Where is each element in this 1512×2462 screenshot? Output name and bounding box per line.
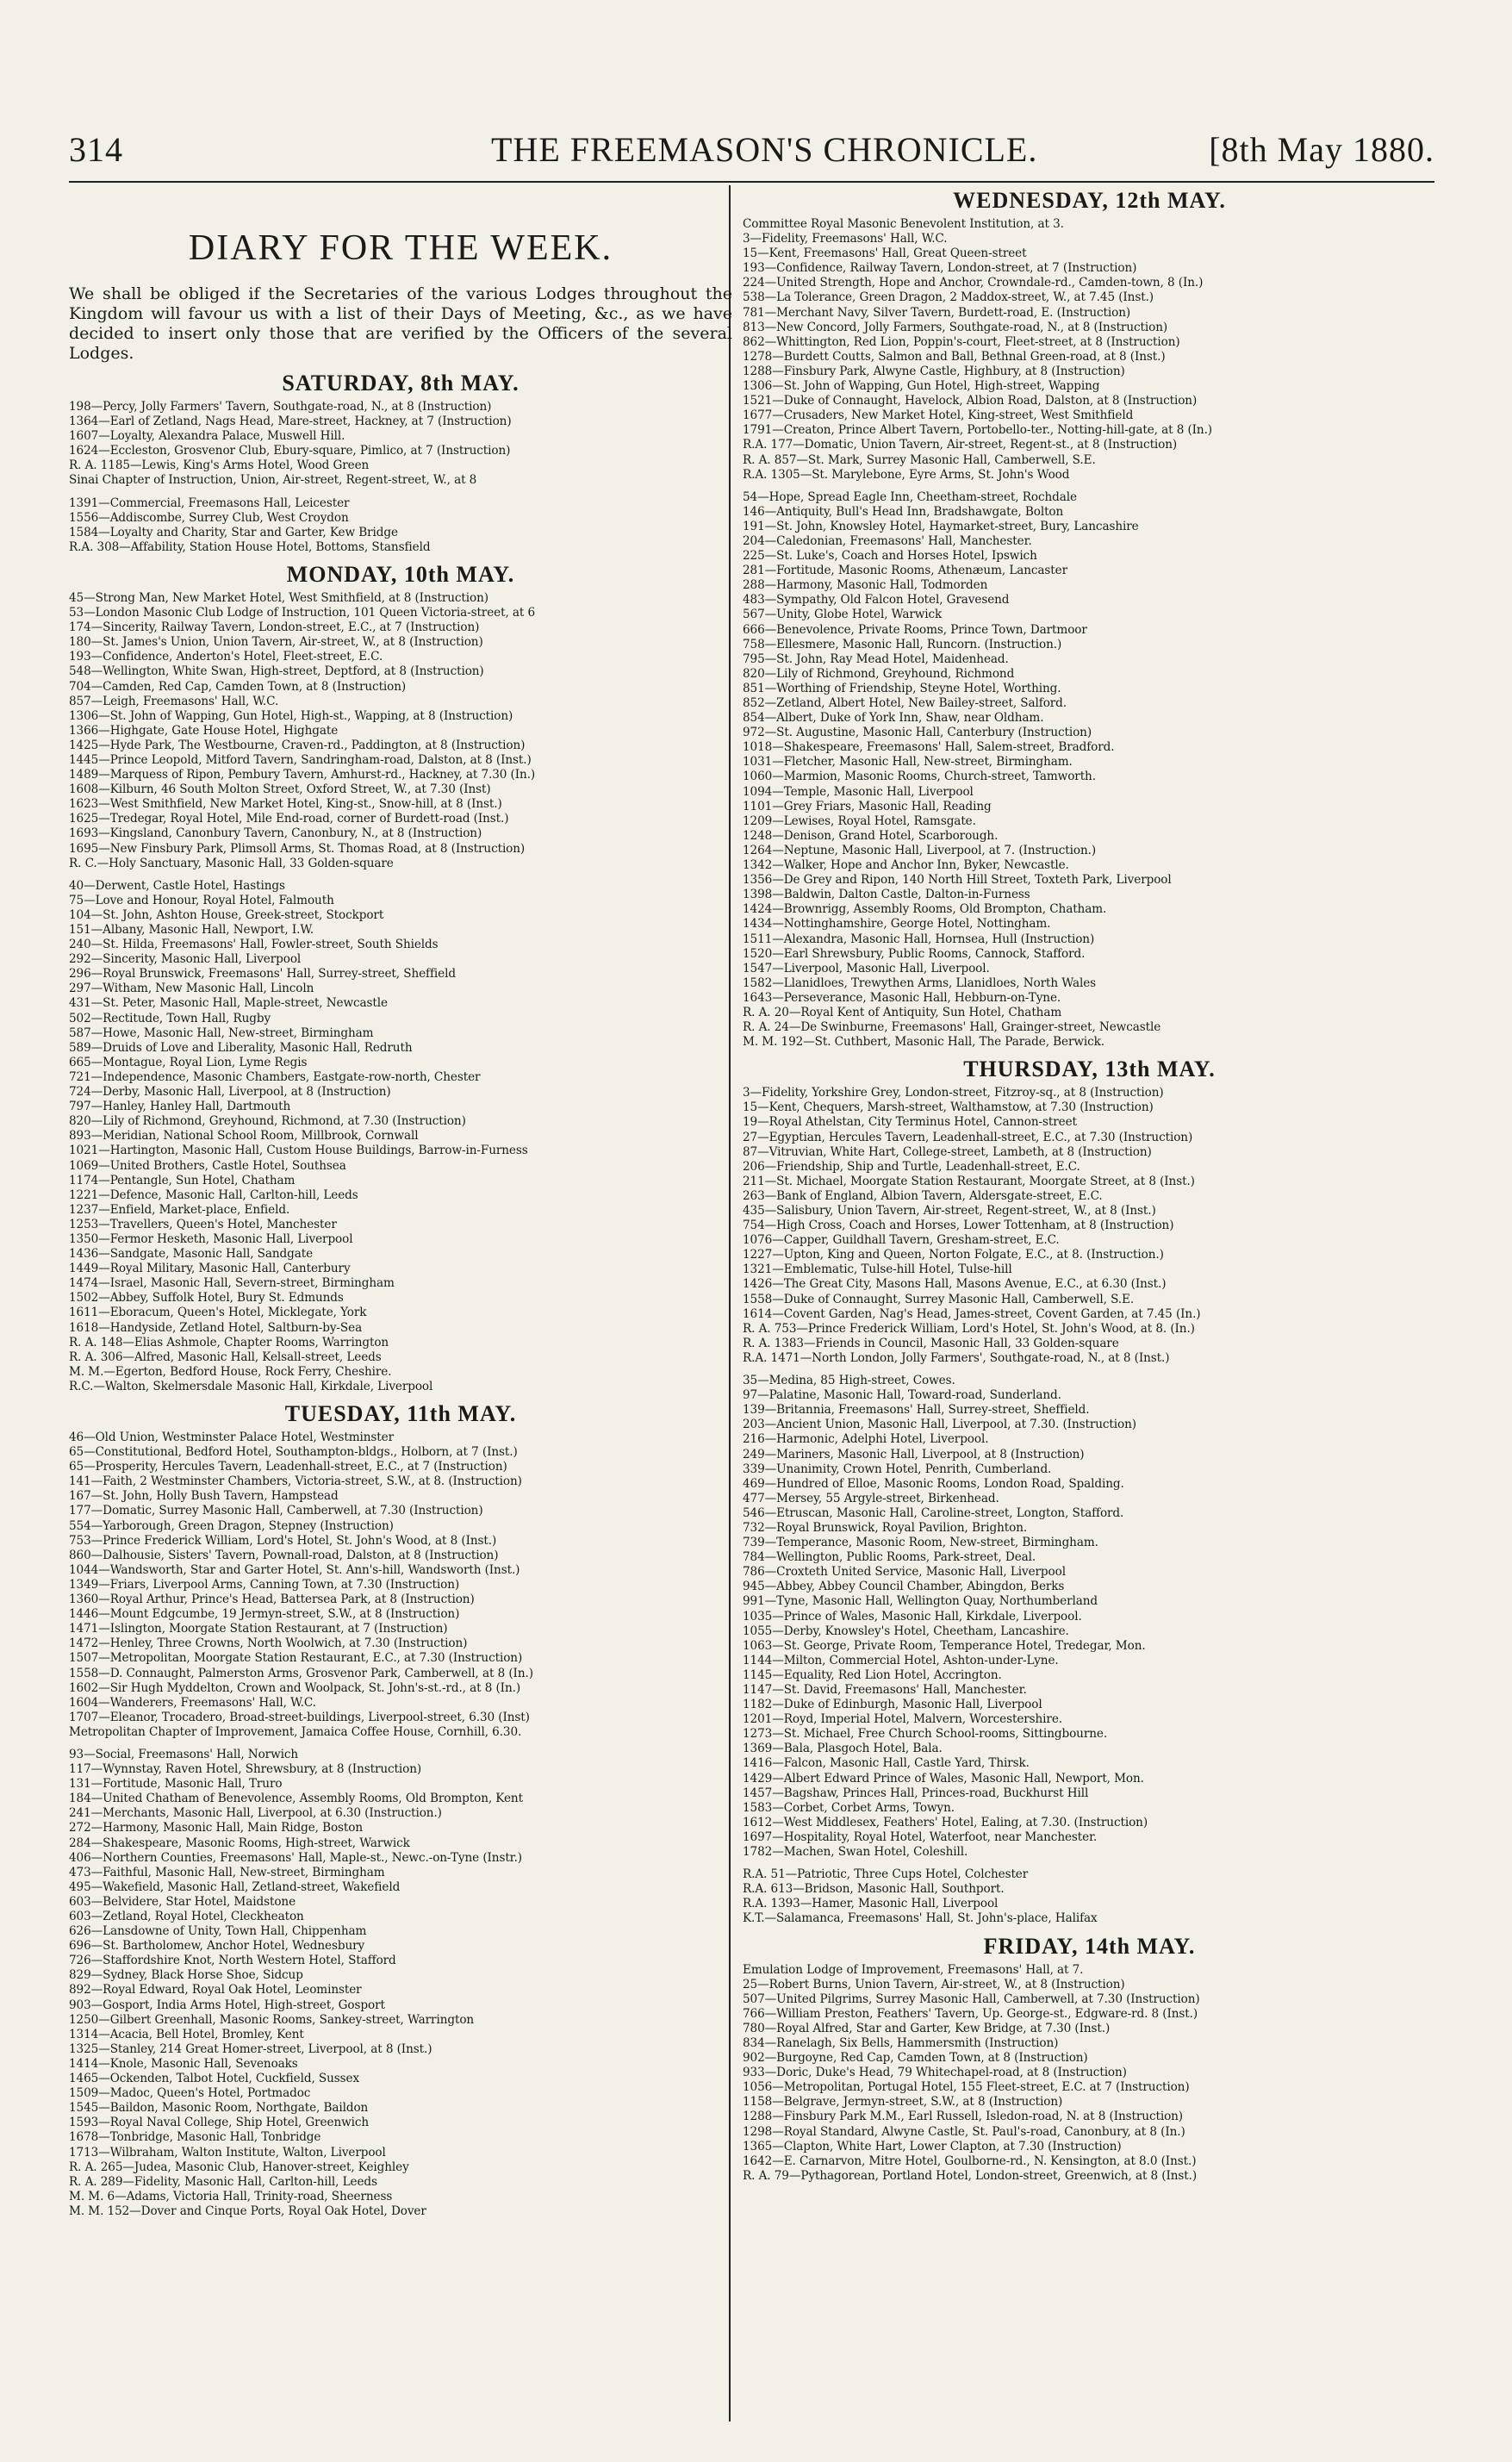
lodge-entry: 758—Ellesmere, Masonic Hall, Runcorn. (Instruction.)	[743, 637, 1062, 651]
lodge-entry: 211—St. Michael, Moorgate Station Restaurant, Moorgate Street, at 8 (Inst.)	[743, 1174, 1195, 1188]
lodge-entry: 297—Witham, New Masonic Hall, Lincoln	[69, 982, 314, 996]
lodge-entry: 603—Zetland, Royal Hotel, Cleckheaton	[69, 1910, 304, 1923]
lodge-entry: 339—Unanimity, Crown Hotel, Penrith, Cumberland.	[743, 1462, 1052, 1476]
day-heading: TUESDAY, 11th MAY.	[284, 1401, 517, 1426]
lodge-entry: 288—Harmony, Masonic Hall, Todmorden	[743, 578, 988, 593]
lodge-entry: 1158—Belgrave, Jermyn-street, S.W., at 8 (Instruction)	[743, 2095, 1063, 2110]
lodge-entry: 902—Burgoyne, Red Cap, Camden Town, at 8 (Instruction)	[743, 2051, 1088, 2066]
lodge-entry: 1521—Duke of Connaught, Havelock, Albion Road, Dalston, at 8 (Instruction)	[743, 394, 1198, 408]
lodge-entry: 431—St. Peter, Masonic Hall, Maple-street, Newcastle	[69, 996, 388, 1011]
lodge-entry: 1465—Ockenden, Talbot Hotel, Cuckfield, Sussex	[69, 2072, 360, 2086]
section-gap	[69, 1740, 732, 1748]
lodge-entry: 972—St. Augustine, Masonic Hall, Canterbury (Instruction)	[743, 726, 1092, 740]
lodge-entry: 554—Yarborough, Green Dragon, Stepney (Instruction)	[69, 1518, 394, 1533]
lodge-entry: 1366—Highgate, Gate House Hotel, Highgate	[69, 723, 339, 738]
paper-title: THE FREEMASON'S CHRONICLE.	[491, 130, 1038, 169]
lodge-entry: 35—Medina, 85 High-street, Cowes.	[743, 1374, 955, 1388]
lodge-entry: 1695—New Finsbury Park, Plimsoll Arms, St. Thomas Road, at 8 (Instruction)	[69, 841, 526, 856]
lodge-entry: 820—Lily of Richmond, Greyhound, Richmond	[743, 666, 1015, 681]
lodge-entry: 65—Prosperity, Hercules Tavern, Leadenhall-street, E.C., at 7 (Instruction)	[69, 1460, 507, 1474]
lodge-entry: 724—Derby, Masonic Hall, Liverpool, at 8 (Instruction)	[69, 1085, 391, 1100]
lodge-entry: 87—Vitruvian, White Hart, College-street, Lambeth, at 8 (Instruction)	[743, 1144, 1152, 1159]
lodge-entry: 1069—United Brothers, Castle Hotel, Southsea	[69, 1158, 346, 1173]
lodge-entry: 753—Prince Frederick William, Lord's Hotel, St. John's Wood, at 8 (Inst.)	[69, 1533, 497, 1548]
lodge-entry: 538—La Tolerance, Green Dragon, 2 Maddox-street, W., at 7.45 (Inst.)	[743, 290, 1154, 305]
lodge-entry: 786—Croxteth United Service, Masonic Hall, Liverpool	[743, 1565, 1066, 1580]
lodge-entry: Metropolitan Chapter of Improvement, Jamaica Coffee House, Cornhill, 6.30.	[69, 1724, 522, 1739]
lodge-entry: R. A. 265—Judea, Masonic Club, Hanover-street, Keighley	[69, 2160, 409, 2174]
lodge-entry: 198—Percy, Jolly Farmers' Tavern, Southgate-road, N., at 8 (Instruction)	[69, 400, 492, 414]
lodge-entry: 1625—Tredegar, Royal Hotel, Mile End-road, corner of Burdett-road (Inst.)	[69, 812, 509, 826]
lodge-entry: 180—St. James's Union, Union Tavern, Air-street, W., at 8 (Instruction)	[69, 635, 483, 650]
lodge-entry: 1445—Prince Leopold, Mitford Tavern, Sandringham-road, Dalston, at 8 (Inst.)	[69, 752, 532, 767]
lodge-entry: 1642—E. Carnarvon, Mitre Hotel, Goulborne-rd., N. Kensington, at 8.0 (Inst.)	[743, 2153, 1197, 2168]
lodge-entry: 263—Bank of England, Albion Tavern, Aldersgate-street, E.C.	[743, 1188, 1103, 1203]
lodge-entry: 25—Robert Burns, Union Tavern, Air-street, W., at 8 (Instruction)	[743, 1977, 1125, 1991]
lodge-entry: 1414—Knole, Masonic Hall, Sevenoaks	[69, 2056, 298, 2071]
lodge-entry: 1237—Enfield, Market-place, Enfield.	[69, 1202, 290, 1217]
lodge-entry: 65—Constitutional, Bedford Hotel, Southampton-bldgs., Holborn, at 7 (Inst.)	[69, 1445, 518, 1460]
lodge-entry: Emulation Lodge of Improvement, Freemasons' Hall, at 7.	[743, 1962, 1084, 1977]
lodge-entry: 704—Camden, Red Cap, Camden Town, at 8 (Instruction)	[69, 679, 407, 694]
lodge-entry: 1612—West Middlesex, Feathers' Hotel, Ealing, at 7.30. (Instruction)	[743, 1815, 1148, 1829]
lodge-entry: M. M.—Egerton, Bedford House, Rock Ferry, Cheshire.	[69, 1364, 392, 1379]
lodge-entry: 1511—Alexandra, Masonic Hall, Hornsea, Hull (Instruction)	[743, 932, 1095, 946]
lodge-entry: M. M. 152—Dover and Cinque Ports, Royal Oak Hotel, Dover	[69, 2203, 426, 2218]
lodge-entry: 296—Royal Brunswick, Freemasons' Hall, Surrey-street, Sheffield	[69, 967, 456, 982]
lodge-entry: 1306—St. John of Wapping, Gun Hotel, High-street, Wapping	[743, 379, 1100, 394]
lodge-entry: 241—Merchants, Masonic Hall, Liverpool, at 6.30 (Instruction.)	[69, 1806, 442, 1821]
lodge-entry: 146—Antiquity, Bull's Head Inn, Bradshawgate, Bolton	[743, 504, 1064, 519]
lodge-entry: 781—Merchant Navy, Silver Tavern, Burdett-road, E. (Instruction)	[743, 305, 1131, 320]
lodge-entry: R.A. 1393—Hamer, Masonic Hall, Liverpool	[743, 1897, 999, 1911]
lodge-entry: 75—Love and Honour, Royal Hotel, Falmouth	[69, 893, 334, 907]
lodge-entry: 177—Domatic, Surrey Masonic Hall, Camberwell, at 7.30 (Instruction)	[69, 1504, 483, 1518]
lodge-entry: 483—Sympathy, Old Falcon Hotel, Gravesend	[743, 593, 1010, 608]
lodge-entry: 851—Worthing of Friendship, Steyne Hotel, Worthing.	[743, 681, 1061, 695]
lodge-entry: 860—Dalhousie, Sisters' Tavern, Pownall-road, Dalston, at 8 (Instruction)	[69, 1548, 499, 1562]
lodge-entry: 1278—Burdett Coutts, Salmon and Ball, Bethnal Green-road, at 8 (Inst.)	[743, 349, 1166, 364]
lodge-entry: 15—Kent, Freemasons' Hall, Great Queen-street	[743, 246, 1027, 261]
diary-intro: We shall be obliged if the Secretaries of the various Lodges throughout the Kingdom will favour us with a list of their Days of Meeting, &c., as we have decided to insert only those that are verified by the Officers of the several Lodges.	[69, 284, 732, 363]
lodge-entry: 1356—De Grey and Ripon, 140 North Hill Street, Toxteth Park, Liverpool	[743, 873, 1172, 888]
section-gap	[743, 483, 1436, 490]
lodge-entry: 1693—Kingsland, Canonbury Tavern, Canonbury, N., at 8 (Instruction)	[69, 826, 482, 841]
lodge-entry: 1031—Fletcher, Masonic Hall, New-street, Birmingham.	[743, 755, 1073, 770]
lodge-entry: 45—Strong Man, New Market Hotel, West Smithfield, at 8 (Instruction)	[69, 590, 488, 605]
lodge-entry: 1474—Israel, Masonic Hall, Severn-street, Birmingham	[69, 1276, 395, 1291]
lodge-entry: 193—Confidence, Anderton's Hotel, Fleet-street, E.C.	[69, 650, 383, 664]
lodge-entry: 1018—Shakespeare, Freemasons' Hall, Salem-street, Bradford.	[743, 740, 1115, 755]
lodge-entry: 1545—Baildon, Masonic Room, Northgate, Baildon	[69, 2101, 369, 2116]
lodge-entry: 1288—Finsbury Park, Alwyne Castle, Highbury, at 8 (Instruction)	[743, 364, 1125, 378]
lodge-entry: 1391—Commercial, Freemasons Hall, Leicester	[69, 496, 350, 510]
lodge-entry: 626—Lansdowne of Unity, Town Hall, Chippenham	[69, 1924, 367, 1939]
lodge-entry: 1614—Covent Garden, Nag's Head, James-street, Covent Garden, at 7.45 (In.)	[743, 1306, 1201, 1321]
lodge-entry: 854—Albert, Duke of York Inn, Shaw, near Oldham.	[743, 711, 1044, 726]
page-number: 314	[69, 130, 123, 169]
lodge-entry: 665—Montague, Royal Lion, Lyme Regis	[69, 1055, 308, 1069]
lodge-entry: 1593—Royal Naval College, Ship Hotel, Greenwich	[69, 2116, 370, 2130]
lodge-entry: 1209—Lewises, Royal Hotel, Ramsgate.	[743, 813, 976, 828]
lodge-entry: 1611—Eboracum, Queen's Hotel, Micklegate, York	[69, 1306, 367, 1320]
lodge-entry: 1582—Llanidloes, Trewythen Arms, Llanidloes, North Wales	[743, 975, 1097, 990]
lodge-entry: 1678—Tonbridge, Masonic Hall, Tonbridge	[69, 2130, 321, 2145]
lodge-entry: 1063—St. George, Private Room, Temperance Hotel, Tredegar, Mon.	[743, 1638, 1146, 1653]
lodge-entry: R.A. 51—Patriotic, Three Cups Hotel, Colchester	[743, 1867, 1029, 1882]
lodge-entry: 1094—Temple, Masonic Hall, Liverpool	[743, 784, 974, 799]
lodge-entry: 933—Doric, Duke's Head, 79 Whitechapel-road, at 8 (Instruction)	[743, 2066, 1127, 2080]
lodge-entry: 780—Royal Alfred, Star and Garter, Kew Bridge, at 7.30 (Inst.)	[743, 2021, 1111, 2035]
lodge-entry: 1602—Sir Hugh Myddelton, Crown and Woolpack, St. John's-st.-rd., at 8 (In.)	[69, 1680, 521, 1695]
lodge-entry: 27—Egyptian, Hercules Tavern, Leadenhall-street, E.C., at 7.30 (Instruction)	[743, 1130, 1193, 1144]
lodge-entry: 726—Staffordshire Knot, North Western Hotel, Stafford	[69, 1954, 396, 1968]
lodge-entry: 1618—Handyside, Zetland Hotel, Saltburn-by-Sea	[69, 1320, 363, 1335]
lodge-entry: 721—Independence, Masonic Chambers, Eastgate-row-north, Chester	[69, 1069, 481, 1084]
lodge-entry: 893—Meridian, National School Room, Millbrook, Cornwall	[69, 1129, 419, 1144]
lodge-entry: 1429—Albert Edward Prince of Wales, Masonic Hall, Newport, Mon.	[743, 1771, 1144, 1786]
lodge-entry: 857—Leigh, Freemasons' Hall, W.C.	[69, 694, 279, 708]
lodge-entry: 1350—Fermor Hesketh, Masonic Hall, Liverpool	[69, 1231, 353, 1246]
lodge-entry: R. A. 857—St. Mark, Surrey Masonic Hall, Camberwell, S.E.	[743, 452, 1096, 467]
lodge-entry: 1426—The Great City, Masons Hall, Masons Avenue, E.C., at 6.30 (Inst.)	[743, 1277, 1167, 1292]
lodge-entry: 1558—D. Connaught, Palmerston Arms, Grosvenor Park, Camberwell, at 8 (In.)	[69, 1666, 533, 1680]
day-heading: FRIDAY, 14th MAY.	[983, 1933, 1196, 1959]
header-rule	[69, 181, 1434, 183]
lodge-entry: 1364—Earl of Zetland, Nags Head, Mare-street, Hackney, at 7 (Instruction)	[69, 414, 512, 429]
lodge-entry: 502—Rectitude, Town Hall, Rugby	[69, 1011, 271, 1025]
lodge-entry: 754—High Cross, Coach and Horses, Lower Tottenham, at 8 (Instruction)	[743, 1219, 1174, 1233]
lodge-entry: 174—Sincerity, Railway Tavern, London-street, E.C., at 7 (Instruction)	[69, 620, 480, 635]
section-gap	[743, 1860, 1436, 1867]
lodge-entry: 1248—Denison, Grand Hotel, Scarborough.	[743, 828, 999, 843]
lodge-entry: 1782—Machen, Swan Hotel, Coleshill.	[743, 1845, 968, 1860]
lodge-entry: 1076—Capper, Guildhall Tavern, Gresham-street, E.C.	[743, 1233, 1060, 1248]
day-heading: THURSDAY, 13th MAY.	[963, 1056, 1216, 1082]
section-gap	[69, 871, 732, 879]
lodge-entry: 1201—Royd, Imperial Hotel, Malvern, Worcestershire.	[743, 1712, 1062, 1727]
lodge-entry: 435—Salisbury, Union Tavern, Air-street, Regent-street, W., at 8 (Inst.)	[743, 1204, 1156, 1218]
lodge-entry: 469—Hundred of Elloe, Masonic Rooms, London Road, Spalding.	[743, 1476, 1124, 1491]
lodge-entry: 834—Ranelagh, Six Bells, Hammersmith (Instruction)	[743, 2035, 1059, 2050]
lodge-entry: 473—Faithful, Masonic Hall, New-street, Birmingham	[69, 1865, 385, 1879]
lodge-entry: 46—Old Union, Westminster Palace Hotel, Westminster	[69, 1430, 395, 1444]
lodge-entry: R. A. 1383—Friends in Council, Masonic Hall, 33 Golden-square	[743, 1336, 1119, 1350]
lodge-entry: R. A. 306—Alfred, Masonic Hall, Kelsall-street, Leeds	[69, 1349, 382, 1364]
lodge-entry: R. A. 289—Fidelity, Masonic Hall, Carlton-hill, Leeds	[69, 2174, 377, 2189]
lodge-entry: 93—Social, Freemasons' Hall, Norwich	[69, 1747, 299, 1761]
lodge-entry: 892—Royal Edward, Royal Oak Hotel, Leominster	[69, 1983, 362, 1998]
lodge-entry: 1253—Travellers, Queen's Hotel, Manchester	[69, 1217, 337, 1231]
lodge-entry: R. A. 1185—Lewis, King's Arms Hotel, Wood Green	[69, 458, 370, 473]
lodge-entry: 117—Wynnstay, Raven Hotel, Shrewsbury, at 8 (Instruction)	[69, 1762, 422, 1777]
lodge-entry: 193—Confidence, Railway Tavern, London-street, at 7 (Instruction)	[743, 261, 1137, 276]
lodge-entry: 1558—Duke of Connaught, Surrey Masonic Hall, Camberwell, S.E.	[743, 1292, 1135, 1306]
lodge-entry: 1144—Milton, Commercial Hotel, Ashton-under-Lyne.	[743, 1653, 1059, 1667]
lodge-entry: M. M. 192—St. Cuthbert, Masonic Hall, The Parade, Berwick.	[743, 1035, 1105, 1050]
lodge-entry: 1221—Defence, Masonic Hall, Carlton-hill, Leeds	[69, 1187, 358, 1202]
lodge-entry: 1697—Hospitality, Royal Hotel, Waterfoot, near Manchester.	[743, 1829, 1098, 1844]
lodge-entry: 184—United Chatham of Benevolence, Assembly Rooms, Old Brompton, Kent	[69, 1792, 523, 1806]
lodge-entry: R.A. 1305—St. Marylebone, Eyre Arms, St. John's Wood	[743, 467, 1070, 482]
lodge-entry: 1264—Neptune, Masonic Hall, Liverpool, at 7. (Instruction.)	[743, 843, 1097, 857]
lodge-entry: 1623—West Smithfield, New Market Hotel, King-st., Snow-hill, at 8 (Inst.)	[69, 797, 502, 812]
lodge-entry: 167—St. John, Holly Bush Tavern, Hampstead	[69, 1489, 339, 1504]
lodge-entry: 1369—Bala, Plasgoch Hotel, Bala.	[743, 1742, 943, 1756]
lodge-entry: 1509—Madoc, Queen's Hotel, Portmadoc	[69, 2086, 311, 2101]
lodge-entry: 945—Abbey, Abbey Council Chamber, Abingdon, Berks	[743, 1580, 1065, 1594]
lodge-entry: 589—Druids of Love and Liberality, Masonic Hall, Redruth	[69, 1040, 413, 1055]
lodge-entry: 1056—Metropolitan, Portugal Hotel, 155 Fleet-street, E.C. at 7 (Instruction)	[743, 2080, 1190, 2095]
lodge-entry: 1398—Baldwin, Dalton Castle, Dalton-in-Furness	[743, 888, 1030, 902]
lodge-entry: 406—Northern Counties, Freemasons' Hall, Maple-st., Newc.-on-Tyne (Instr.)	[69, 1850, 523, 1865]
lodge-entry: 54—Hope, Spread Eagle Inn, Cheetham-street, Rochdale	[743, 489, 1077, 504]
lodge-entry: R. A. 24—De Swinburne, Freemasons' Hall, Grainger-street, Newcastle	[743, 1020, 1161, 1035]
lodge-entry: 1306—St. John of Wapping, Gun Hotel, High-st., Wapping, at 8 (Instruction)	[69, 708, 513, 723]
lodge-entry: R.A. 613—Bridson, Masonic Hall, Southport.	[743, 1882, 1005, 1897]
lodge-entry: 3—Fidelity, Yorkshire Grey, London-street, Fitzroy-sq., at 8 (Instruction)	[743, 1086, 1164, 1100]
lodge-entry: 1607—Loyalty, Alexandra Palace, Muswell Hill.	[69, 429, 345, 444]
lodge-entry: 1147—St. David, Freemasons' Hall, Manchester.	[743, 1683, 1027, 1697]
lodge-entry: R. A. 753—Prince Frederick William, Lord's Hotel, St. John's Wood, at 8. (In.)	[743, 1321, 1195, 1336]
lodge-entry: 1424—Brownrigg, Assembly Rooms, Old Brompton, Chatham.	[743, 902, 1107, 917]
lodge-entry: 191—St. John, Knowsley Hotel, Haymarket-street, Bury, Lancashire	[743, 519, 1139, 533]
lodge-entry: 739—Temperance, Masonic Room, New-street, Birmingham.	[743, 1536, 1098, 1550]
lodge-entry: 1035—Prince of Wales, Masonic Hall, Kirkdale, Liverpool.	[743, 1609, 1082, 1624]
lodge-entry: 224—United Strength, Hope and Anchor, Crowndale-rd., Camden-town, 8 (In.)	[743, 276, 1204, 290]
lodge-entry: 40—Derwent, Castle Hotel, Hastings	[69, 878, 285, 893]
lodge-entry: 1365—Clapton, White Hart, Lower Clapton, at 7.30 (Instruction)	[743, 2139, 1122, 2153]
lodge-entry: M. M. 6—Adams, Victoria Hall, Trinity-road, Sheerness	[69, 2189, 393, 2203]
lodge-entry: 249—Mariners, Masonic Hall, Liverpool, at 8 (Instruction)	[743, 1447, 1085, 1462]
lodge-entry: 797—Hanley, Hanley Hall, Dartmouth	[69, 1100, 291, 1114]
lodge-entry: 281—Fortitude, Masonic Rooms, Athenæum, Lancaster	[743, 564, 1068, 578]
lodge-entry: 1101—Grey Friars, Masonic Hall, Reading	[743, 799, 992, 813]
lodge-entry: 1584—Loyalty and Charity, Star and Garter, Kew Bridge	[69, 525, 398, 539]
section-gap	[743, 1366, 1436, 1374]
lodge-entry: 15—Kent, Chequers, Marsh-street, Walthamstow, at 7.30 (Instruction)	[743, 1100, 1154, 1115]
lodge-entry: 1608—Kilburn, 46 South Molton Street, Oxford Street, W., at 7.30 (Inst)	[69, 782, 491, 797]
lodge-entry: 477—Mersey, 55 Argyle-street, Birkenhead.	[743, 1491, 999, 1505]
lodge-entry: 795—St. John, Ray Mead Hotel, Maidenhead.	[743, 651, 1009, 666]
lodge-entry: R.A. 177—Domatic, Union Tavern, Air-street, Regent-st., at 8 (Instruction)	[743, 438, 1178, 452]
lodge-entry: 206—Friendship, Ship and Turtle, Leadenhall-street, E.C.	[743, 1159, 1080, 1174]
lodge-entry: 732—Royal Brunswick, Royal Pavilion, Brighton.	[743, 1520, 1028, 1535]
lodge-entry: 240—St. Hilda, Freemasons' Hall, Fowler-street, South Shields	[69, 938, 439, 952]
right-column	[743, 188, 1436, 2184]
lodge-entry: 1360—Royal Arthur, Prince's Head, Battersea Park, at 8 (Instruction)	[69, 1593, 475, 1607]
lodge-entry: 495—Wakefield, Masonic Hall, Zetland-street, Wakefield	[69, 1879, 401, 1894]
lodge-entry: 1472—Henley, Three Crowns, North Woolwich, at 7.30 (Instruction)	[69, 1636, 468, 1651]
lodge-entry: 1182—Duke of Edinburgh, Masonic Hall, Liverpool	[743, 1698, 1042, 1712]
lodge-entry: 1416—Falcon, Masonic Hall, Castle Yard, Thirsk.	[743, 1756, 1030, 1771]
lodge-entry: 1425—Hyde Park, The Westbourne, Craven-rd., Paddington, at 8 (Instruction)	[69, 738, 526, 752]
lodge-entry: 1434—Nottinghamshire, George Hotel, Nottingham.	[743, 917, 1051, 932]
section-gap	[69, 489, 732, 496]
diary-title: DIARY FOR THE WEEK.	[188, 228, 613, 268]
lodge-entry: 1507—Metropolitan, Moorgate Station Restaurant, E.C., at 7.30 (Instruction)	[69, 1651, 523, 1666]
lodge-entry: 1021—Hartington, Masonic Hall, Custom House Buildings, Barrow-in-Furness	[69, 1144, 528, 1158]
lodge-entry: 1314—Acacia, Bell Hotel, Bromley, Kent	[69, 2027, 304, 2041]
lodge-entry: R. A. 20—Royal Kent of Antiquity, Sun Hotel, Chatham	[743, 1005, 1062, 1019]
lodge-entry: 1502—Abbey, Suffolk Hotel, Bury St. Edmunds	[69, 1291, 344, 1306]
lodge-entry: 903—Gosport, India Arms Hotel, High-street, Gosport	[69, 1998, 385, 2012]
lodge-entry: 546—Etruscan, Masonic Hall, Caroline-street, Longton, Stafford.	[743, 1505, 1124, 1520]
lodge-entry: 1520—Earl Shrewsbury, Public Rooms, Cannock, Stafford.	[743, 946, 1086, 961]
lodge-entry: 1471—Islington, Moorgate Station Restaurant, at 7 (Instruction)	[69, 1622, 448, 1636]
lodge-entry: 766—William Preston, Feathers' Tavern, Up. George-st., Edgware-rd. 8 (Inst.)	[743, 2006, 1198, 2021]
lodge-entry: 3—Fidelity, Freemasons' Hall, W.C.	[743, 232, 948, 246]
lodge-entry: 1457—Bagshaw, Princes Hall, Princes-road, Buckhurst Hill	[743, 1786, 1089, 1800]
day-heading: WEDNESDAY, 12th MAY.	[953, 188, 1226, 213]
lodge-entry: 1449—Royal Military, Masonic Hall, Canterbury	[69, 1262, 351, 1276]
lodge-entry: R.A. 308—Affability, Station House Hotel, Bottoms, Stansfield	[69, 539, 431, 554]
day-heading: SATURDAY, 8th MAY.	[282, 371, 520, 396]
lodge-entry: 216—Harmonic, Adelphi Hotel, Liverpool.	[743, 1432, 989, 1447]
lodge-entry: 1174—Pentangle, Sun Hotel, Chatham	[69, 1173, 296, 1187]
lodge-entry: 1349—Friars, Liverpool Arms, Canning Town, at 7.30 (Instruction)	[69, 1577, 460, 1592]
day-heading: MONDAY, 10th MAY.	[286, 561, 515, 587]
lodge-entry: 1556—Addiscombe, Surrey Club, West Croydon	[69, 510, 349, 525]
lodge-entry: 696—St. Bartholomew, Anchor Hotel, Wednesbury	[69, 1939, 365, 1954]
lodge-entry: 813—New Concord, Jolly Farmers, Southgate-road, N., at 8 (Instruction)	[743, 320, 1168, 334]
lodge-entry: 1713—Wilbraham, Walton Institute, Walton, Liverpool	[69, 2145, 386, 2160]
lodge-entry: 820—Lily of Richmond, Greyhound, Richmond, at 7.30 (Instruction)	[69, 1114, 466, 1129]
lodge-entry: 829—Sydney, Black Horse Shoe, Sidcup	[69, 1968, 303, 1983]
lodge-entry: 292—Sincerity, Masonic Hall, Liverpool	[69, 952, 302, 967]
lodge-entry: 1446—Mount Edgcumbe, 19 Jermyn-street, S.W., at 8 (Instruction)	[69, 1607, 460, 1622]
lodge-entry: 53—London Masonic Club Lodge of Instruction, 101 Queen Victoria-street, at 6	[69, 606, 536, 620]
lodge-entry: Committee Royal Masonic Benevolent Institution, at 3.	[743, 217, 1064, 231]
lodge-entry: 567—Unity, Globe Hotel, Warwick	[743, 608, 943, 622]
lodge-entry: 272—Harmony, Masonic Hall, Main Ridge, Boston	[69, 1821, 364, 1836]
lodge-entry: 1604—Wanderers, Freemasons' Hall, W.C.	[69, 1695, 316, 1710]
lodge-entry: 1298—Royal Standard, Alwyne Castle, St. Paul's-road, Canonbury, at 8 (In.)	[743, 2124, 1185, 2139]
lodge-entry: 1489—Marquess of Ripon, Pembury Tavern, Amhurst-rd., Hackney, at 7.30 (In.)	[69, 768, 536, 782]
lodge-entry: 141—Faith, 2 Westminster Chambers, Victoria-street, S.W., at 8. (Instruction)	[69, 1474, 522, 1489]
lodge-entry: 1321—Emblematic, Tulse-hill Hotel, Tulse-hill	[743, 1262, 1012, 1277]
lodge-entry: 991—Tyne, Masonic Hall, Wellington Quay, Northumberland	[743, 1594, 1098, 1609]
lodge-entry: 284—Shakespeare, Masonic Rooms, High-street, Warwick	[69, 1836, 410, 1850]
lodge-entry: 139—Britannia, Freemasons' Hall, Surrey-street, Sheffield.	[743, 1403, 1090, 1418]
lodge-entry: 1583—Corbet, Corbet Arms, Towyn.	[743, 1800, 955, 1815]
lodge-entry: 1707—Eleanor, Trocadero, Broad-street-buildings, Liverpool-street, 6.30 (Inst)	[69, 1710, 530, 1724]
lodge-entry: 1643—Perseverance, Masonic Hall, Hebburn-on-Tyne.	[743, 990, 1061, 1005]
lodge-entry: R.C.—Walton, Skelmersdale Masonic Hall, Kirkdale, Liverpool	[69, 1379, 433, 1393]
lodge-entry: 131—Fortitude, Masonic Hall, Truro	[69, 1777, 283, 1792]
lodge-entry: 104—St. John, Ashton House, Greek-street, Stockport	[69, 907, 384, 922]
lodge-entry: R. A. 148—Elias Ashmole, Chapter Rooms, Warrington	[69, 1335, 389, 1349]
lodge-entry: 852—Zetland, Albert Hotel, New Bailey-street, Salford.	[743, 696, 1067, 710]
lodge-entry: R. A. 79—Pythagorean, Portland Hotel, London-street, Greenwich, at 8 (Inst.)	[743, 2168, 1198, 2183]
lodge-entry: 1342—Walker, Hope and Anchor Inn, Byker, Newcastle.	[743, 858, 1069, 873]
lodge-entry: 1436—Sandgate, Masonic Hall, Sandgate	[69, 1247, 314, 1262]
lodge-entry: 784—Wellington, Public Rooms, Park-street, Deal.	[743, 1550, 1036, 1565]
left-column	[69, 191, 732, 2219]
lodge-entry: 19—Royal Athelstan, City Terminus Hotel, Cannon-street	[743, 1115, 1077, 1130]
lodge-entry: 1677—Crusaders, New Market Hotel, King-street, West Smithfield	[743, 408, 1134, 423]
lodge-entry: 1145—Equality, Red Lion Hotel, Accrington.	[743, 1667, 1002, 1682]
lodge-entry: 1547—Liverpool, Masonic Hall, Liverpool.	[743, 961, 990, 975]
lodge-entry: 1060—Marmion, Masonic Rooms, Church-street, Tamworth.	[743, 770, 1096, 784]
lodge-entry: K.T.—Salamanca, Freemasons' Hall, St. John's-place, Halifax	[743, 1911, 1098, 1926]
lodge-entry: 862—Whittington, Red Lion, Poppin's-court, Fleet-street, at 8 (Instruction)	[743, 334, 1180, 349]
lodge-entry: 1055—Derby, Knowsley's Hotel, Cheetham, Lancashire.	[743, 1624, 1069, 1638]
lodge-entry: 1624—Eccleston, Grosvenor Club, Ebury-square, Pimlico, at 7 (Instruction)	[69, 444, 511, 458]
lodge-entry: 1044—Wandsworth, Star and Garter Hotel, St. Ann's-hill, Wandsworth (Inst.)	[69, 1562, 520, 1577]
lodge-entry: 1273—St. Michael, Free Church School-rooms, Sittingbourne.	[743, 1727, 1108, 1742]
lodge-entry: 97—Palatine, Masonic Hall, Toward-road, Sunderland.	[743, 1388, 1061, 1403]
lodge-entry: 1288—Finsbury Park M.M., Earl Russell, Isledon-road, N. at 8 (Instruction)	[743, 2110, 1184, 2124]
lodge-entry: 203—Ancient Union, Masonic Hall, Liverpool, at 7.30. (Instruction)	[743, 1418, 1136, 1432]
lodge-entry: 587—Howe, Masonic Hall, New-street, Birmingham	[69, 1025, 374, 1040]
masthead	[69, 129, 1434, 181]
lodge-entry: 548—Wellington, White Swan, High-street, Deptford, at 8 (Instruction)	[69, 664, 484, 679]
lodge-entry: 1250—Gilbert Greenhall, Masonic Rooms, Sankey-street, Warrington	[69, 2012, 475, 2027]
lodge-entry: 1325—Stanley, 214 Great Homer-street, Liverpool, at 8 (Inst.)	[69, 2041, 432, 2056]
lodge-entry: 1227—Upton, King and Queen, Norton Folgate, E.C., at 8. (Instruction.)	[743, 1248, 1164, 1262]
lodge-entry: 225—St. Luke's, Coach and Horses Hotel, Ipswich	[743, 549, 1037, 564]
lodge-entry: 1791—Creaton, Prince Albert Tavern, Portobello-ter., Notting-hill-gate, at 8 (In.)	[743, 423, 1213, 438]
lodge-entry: 151—Albany, Masonic Hall, Newport, I.W.	[69, 923, 314, 937]
lodge-entry: 507—United Pilgrims, Surrey Masonic Hall, Camberwell, at 7.30 (Instruction)	[743, 1991, 1200, 2006]
lodge-entry: R.A. 1471—North London, Jolly Farmers', Southgate-road, N., at 8 (Inst.)	[743, 1350, 1170, 1365]
lodge-entry: Sinai Chapter of Instruction, Union, Air-street, Regent-street, W., at 8	[69, 473, 477, 488]
lodge-entry: 666—Benevolence, Private Rooms, Prince Town, Dartmoor	[743, 622, 1087, 637]
lodge-entry: 603—Belvidere, Star Hotel, Maidstone	[69, 1894, 296, 1909]
lodge-entry: R. C.—Holy Sanctuary, Masonic Hall, 33 Golden-square	[69, 856, 394, 870]
lodge-entry: 204—Caledonian, Freemasons' Hall, Manchester.	[743, 533, 1032, 548]
issue-date: [8th May 1880.	[1209, 130, 1434, 169]
